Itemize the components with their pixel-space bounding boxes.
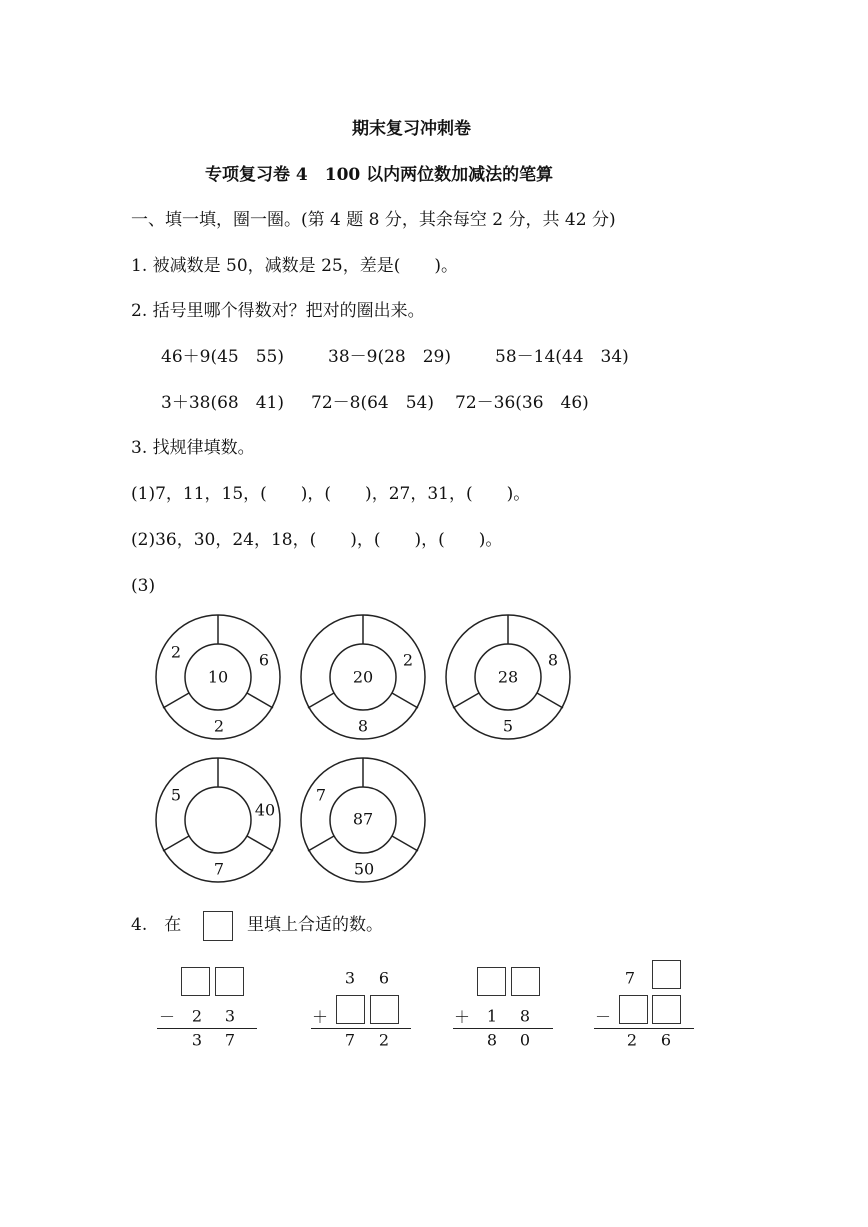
ring-left-number: 5: [170, 785, 182, 805]
ring-left-number: 7: [315, 785, 327, 805]
digit: 3: [344, 968, 356, 988]
digit: 8: [519, 1006, 531, 1026]
q2-item[interactable]: 72－36(36 46): [455, 393, 589, 413]
answer-box-sample: [203, 911, 233, 941]
sum-line: [453, 1028, 553, 1029]
q2-item[interactable]: 38－9(28 29): [328, 347, 451, 367]
answer-box[interactable]: [619, 995, 648, 1024]
question-1: 1. 被减数是 50，减数是 25，差是( )。: [131, 256, 458, 276]
ring-bottom-number: 2: [213, 716, 225, 736]
ring-right-number: 6: [258, 650, 270, 670]
ring-right-number: 2: [402, 650, 414, 670]
operator-sign: －: [158, 1007, 176, 1027]
q2-item[interactable]: 58－14(44 34): [495, 347, 629, 367]
ring-right-number: 8: [547, 650, 559, 670]
question-3-part-1: (1)7，11，15，( )，( )，27，31，( )。: [131, 484, 531, 504]
answer-box[interactable]: [215, 967, 244, 996]
digit: 2: [378, 1030, 390, 1050]
digit: 0: [519, 1030, 531, 1050]
digit: 6: [660, 1030, 672, 1050]
ring-bottom-number: 7: [213, 859, 225, 879]
digit: 7: [624, 968, 636, 988]
digit: 1: [486, 1006, 498, 1026]
section-heading: 一、填一填，圈一圈。(第 4 题 8 分，其余每空 2 分，共 42 分): [131, 210, 616, 230]
digit: 3: [191, 1030, 203, 1050]
question-4-prefix: 4. 在: [131, 915, 182, 935]
digit: 2: [626, 1030, 638, 1050]
operator-sign: －: [594, 1007, 612, 1027]
ring-center-number: 20: [352, 667, 374, 687]
operator-sign: ＋: [311, 1007, 329, 1027]
digit: 6: [378, 968, 390, 988]
page-title: 期末复习冲刺卷: [352, 119, 471, 139]
digit: 2: [191, 1006, 203, 1026]
digit: 8: [486, 1030, 498, 1050]
page-subtitle: 专项复习卷 4 100 以内两位数加减法的笔算: [205, 165, 554, 185]
sum-line: [594, 1028, 694, 1029]
answer-box[interactable]: [652, 995, 681, 1024]
ring-center-number: 87: [352, 809, 374, 829]
q2-item[interactable]: 3＋38(68 41): [161, 393, 284, 413]
sum-line: [311, 1028, 411, 1029]
question-3-part-3: (3): [131, 576, 156, 596]
digit: 3: [224, 1006, 236, 1026]
answer-box[interactable]: [511, 967, 540, 996]
answer-box[interactable]: [652, 960, 681, 989]
ring-bottom-number: 5: [502, 716, 514, 736]
ring-center-number: 28: [497, 667, 519, 687]
q2-item[interactable]: 46＋9(45 55): [161, 347, 284, 367]
ring-center-number: 10: [207, 667, 229, 687]
sum-line: [157, 1028, 257, 1029]
digit: 7: [224, 1030, 236, 1050]
digit: 7: [344, 1030, 356, 1050]
ring-bottom-number: 50: [353, 859, 375, 879]
question-3-part-2: (2)36，30，24，18，( )，( )，( )。: [131, 530, 503, 550]
question-4-suffix: 里填上合适的数。: [247, 915, 383, 935]
ring-right-number: 40: [254, 800, 276, 820]
answer-box[interactable]: [336, 995, 365, 1024]
operator-sign: ＋: [453, 1007, 471, 1027]
question-2: 2. 括号里哪个得数对？把对的圈出来。: [131, 301, 425, 321]
answer-box[interactable]: [477, 967, 506, 996]
ring-bottom-number: 8: [357, 716, 369, 736]
ring-left-number: 2: [170, 642, 182, 662]
question-3: 3. 找规律填数。: [131, 438, 255, 458]
q2-item[interactable]: 72－8(64 54): [311, 393, 434, 413]
answer-box[interactable]: [181, 967, 210, 996]
answer-box[interactable]: [370, 995, 399, 1024]
